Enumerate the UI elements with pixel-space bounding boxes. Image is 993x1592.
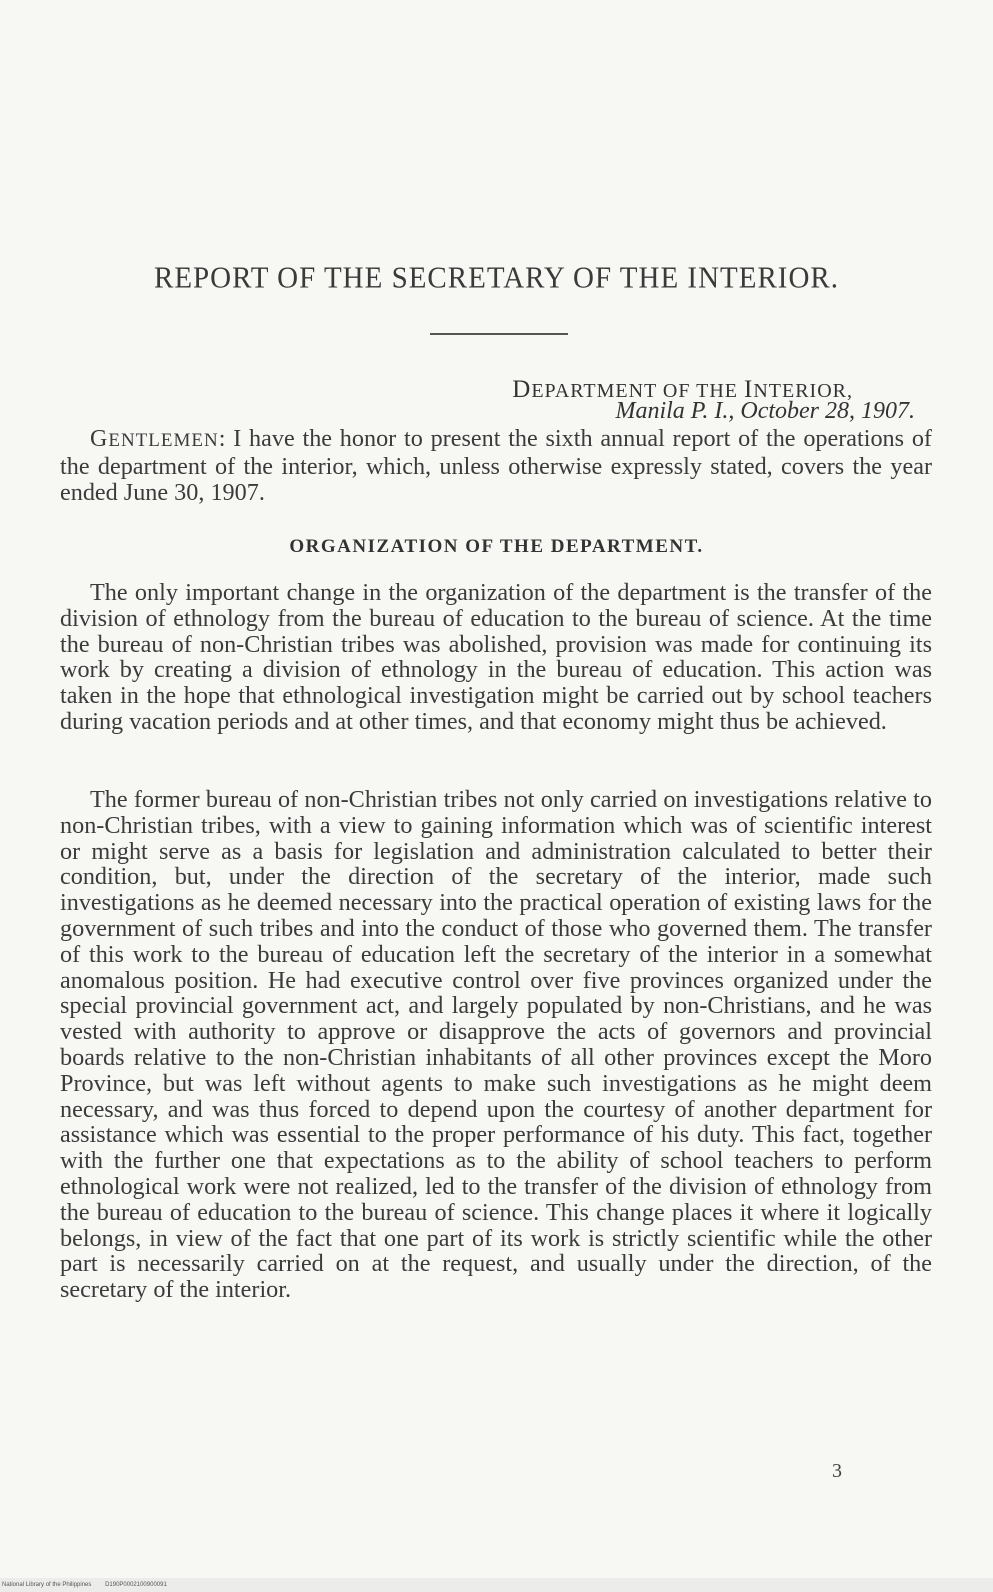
salutation-colon: : [218, 425, 226, 452]
greeting-text: I have the honor to present the sixth annual report of the operations of the department of the interior, which, unless otherwise expressly stated, covers the year ended June 30, 1907. [60, 425, 932, 506]
interior-text: NTERIOR, [753, 380, 853, 402]
footer-library: National Library of the Philippines [2, 1582, 92, 1588]
salutation-rest: ENTLEMEN [108, 430, 219, 451]
salutation [90, 426, 219, 452]
body-paragraph-2 [60, 787, 932, 1303]
paragraph-text: The former bureau of non-Christian tribes not only carried on investigations relative to non-Christian tribes, with a view to gaining information which was of scientific interest or might serve as a basis for legislation and administration calculated to better their condition, but, under the direction of the secretary of the interior, made such investigations as he deemed necessary into the practical operation of existing laws for the government of such tribes and into the conduct of those who governed them. The transfer of this work to the bureau of education left the secretary of the interior in a somewhat anomalous position. He had executive control over five provinces organized under the special provincial government act, and largely populated by non-Christians, and he was vested with authority to approve or disapprove the acts of governors and provincial boards relative to the non-Christian inhabitants of all other provinces except the Moro Province, but was left without agents to make such investigations as he might deem necessary, and was thus forced to depend upon the courtesy of another department for assistance which was essential to the proper performance of his duty. This fact, together with the further one that expectations as to the ability of school teachers to perform ethnological work were not realized, led to the transfer of the division of ethnology from the bureau of education to the bureau of science. This change places it where it logically belongs, in view of the fact that one part of its work is strictly scientific while the other part is necessarily carried on at the request, and usually under the direction, of the secretary of the interior. [60, 786, 932, 1304]
greeting-paragraph [60, 426, 932, 505]
department-initial: D [512, 376, 532, 403]
salutation-initial: G [90, 426, 109, 452]
report-title: REPORT OF THE SECRETARY OF THE INTERIOR. [153, 261, 839, 295]
scan-footer [0, 1578, 993, 1592]
title-divider [430, 333, 568, 335]
place-date: Manila P. I., October 28, 1907. [615, 398, 915, 424]
paragraph-text: The only important change in the organization of the department is the transfer of the division of ethnology from the bureau of education to the bureau of science. At the time the bureau of non-Christian tribes was abolished, provision was made for continuing its work by creating a division of ethnology in the bureau of education. This action was taken in the hope that ethnological investigation might be carried out by school teachers during vacation periods and at other times, and that economy might thus be achieved. [60, 579, 932, 735]
footer-code: D190P0002100900091 [105, 1582, 167, 1588]
page-number: 3 [832, 1460, 842, 1482]
department-text: EPARTMENT OF THE [531, 380, 744, 402]
section-heading: ORGANIZATION OF THE DEPARTMENT. [289, 536, 704, 557]
body-paragraph-1 [60, 580, 932, 735]
interior-initial: I [744, 376, 754, 403]
